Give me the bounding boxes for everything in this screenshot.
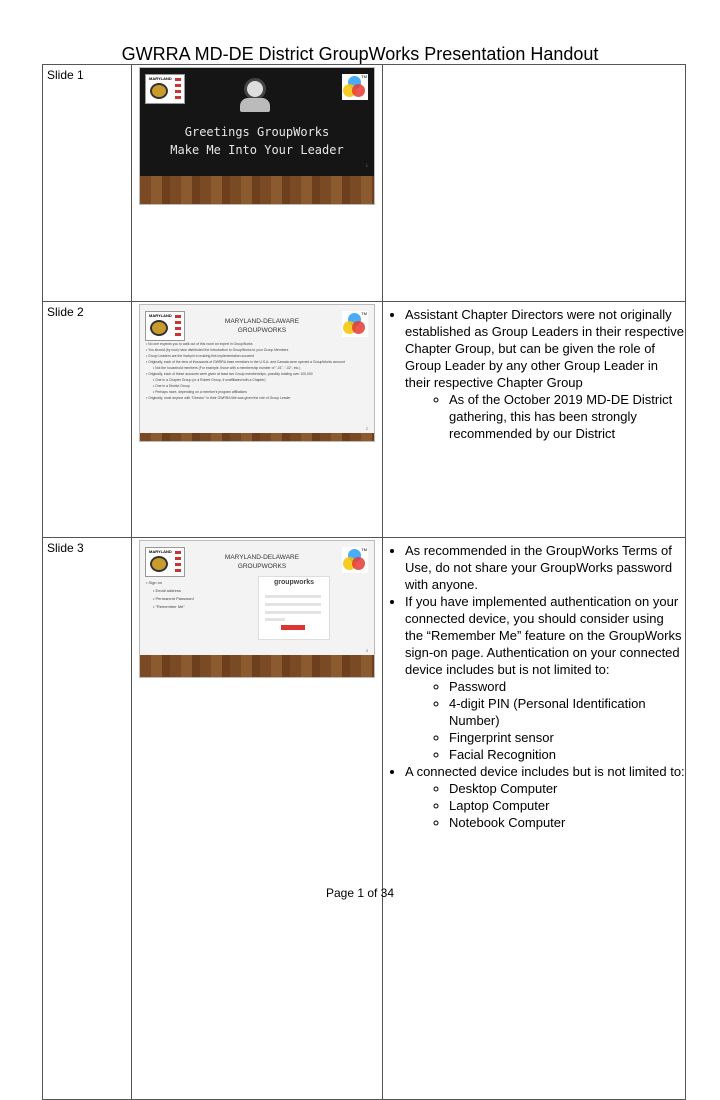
list-item: • Originally, each of these accounts were given at least two Group memberships, possibly totaling over 100,000 <box>146 372 313 376</box>
list-item: • Originally, each of the tens of thousands of GWRRA base members in the U.S.A. and Canada were opened a GroupWorks account <box>146 360 345 364</box>
astronaut-body-icon <box>240 98 270 112</box>
groupworks-circles-logo: TM <box>342 547 368 573</box>
slides-table <box>42 64 686 1100</box>
list-item: • As recommended in the GroupWorks Terms of Use, do not share your GroupWorks password with anyone. <box>405 542 685 593</box>
page-number: Page 1 of 34 <box>325 886 395 900</box>
wood-floor <box>140 655 374 677</box>
page-title: GWRRA MD-DE District GroupWorks Presentation Handout <box>121 44 599 64</box>
list-item: • One in a Chapter Group (or a Robert Group, if unaffiliated with a Chapter) <box>153 378 266 382</box>
slide-2-thumbnail: MARYLAND TM MARYLAND-DELAWARE GROUPWORKS • No one expects you to walk out of this room an expert in GroupWorks • You should (by now) have distributed the Introduction to GroupWorks to your Group Members • Group Leaders are the linchpin to making this implementation succeed • Originally, each of the tens of thousands of GWRRA base members in the U.S.A. and Canada were opened a GroupWorks account • Not the household members (For example, those with a membership number of "-01", "-02", etc.) • Originally, each of these accounts were given at least two Group memberships, possibly totaling over 100,000 • One in a Chapter Group (or a Robert Group, if unaffiliated with a Chapter) • One in a District Group • Perhaps more, depending on a member's program affiliations • Originally, most anyone with "Director" in their GWRRA title was given the role of Group Leader 2 <box>139 304 375 442</box>
slide-notes-cell <box>383 302 686 538</box>
slide-3-bullets <box>146 579 194 611</box>
table-row <box>43 538 686 1100</box>
list-item: ◦ As of the October 2019 MD-DE District gathering, this has been strongly recommended by our District <box>449 391 685 442</box>
wood-floor <box>140 176 374 204</box>
list-item: • Sign on <box>146 580 163 585</box>
list-item: ◦ Password <box>449 678 685 695</box>
astronaut-icon <box>244 78 266 100</box>
list-item: • Email address <box>153 588 181 593</box>
list-item: • If you have implemented authentication on your connected device, you should consider using the “Remember Me” feature on the GroupWorks sign-on page. Authentication on your connected device includes but is not limited to: ◦ Password ◦ 4-digit PIN (Personal Identification Number) ◦ Fingerprint sensor ◦ Facial Recognition <box>405 593 685 763</box>
notes-list <box>383 306 685 442</box>
slide-label: Slide 2 <box>43 302 132 538</box>
list-item: • You should (by now) have distributed the Introduction to GroupWorks to your Group Members <box>146 348 289 352</box>
list-item: • A connected device includes but is not limited to: ◦ Desktop Computer ◦ Laptop Computer ◦ Notebook Computer <box>405 763 685 831</box>
table-row <box>43 302 686 538</box>
signon-button-image <box>281 625 305 630</box>
groupworks-signon-screenshot: groupworks <box>258 576 330 640</box>
list-item: • One in a District Group <box>153 384 190 388</box>
list-item: • No one expects you to walk out of this room an expert in GroupWorks <box>146 342 253 346</box>
list-item: ◦ Laptop Computer <box>449 797 685 814</box>
list-item: • Assistant Chapter Directors were not originally established as Group Leaders in their respective Chapter Group, but can be given the role of Group Leader by any other Group Leader in their respective Chapter Group ◦ As of the October 2019 MD-DE District gathering, this has been strongly recommended by our District <box>405 306 685 442</box>
slide-thumbnail-cell <box>132 302 383 538</box>
list-item: ◦ Desktop Computer <box>449 780 685 797</box>
slide-3-title: MARYLAND-DELAWARE GROUPWORKS <box>224 554 300 570</box>
list-item: • Group Leaders are the linchpin to making this implementation succeed <box>146 354 255 358</box>
maryland-district-logo: MARYLAND <box>145 311 185 341</box>
slide-1-thumbnail: MARYLAND TM Greetings GroupWorks Make Me Into Your Leader 1 <box>139 67 375 205</box>
list-item: ◦ Fingerprint sensor <box>449 729 685 746</box>
list-item: • Perhaps more, depending on a member's program affiliations <box>153 390 247 394</box>
slide-3-thumbnail: MARYLAND TM MARYLAND-DELAWARE GROUPWORKS • Sign on • Email address • Permanent Password • "Remember Me" groupworks 3 <box>139 540 375 678</box>
slide-notes-cell <box>383 65 686 302</box>
table-row <box>43 65 686 302</box>
maryland-district-logo: MARYLAND <box>145 74 185 104</box>
list-item: ◦ 4-digit PIN (Personal Identification Number) <box>449 695 685 729</box>
maryland-district-logo: MARYLAND <box>145 547 185 577</box>
groupworks-circles-logo: TM <box>342 74 368 100</box>
list-item: • "Remember Me" <box>153 604 185 609</box>
slide-thumbnail-cell <box>132 538 383 1100</box>
slide-thumbnail-cell <box>132 65 383 302</box>
list-item: • Not the household members (For example, those with a membership number of "-01", "-02", etc.) <box>153 366 301 370</box>
slide-notes-cell <box>383 538 686 1100</box>
groupworks-circles-logo: TM <box>342 311 368 337</box>
slide-1-heading: Greetings GroupWorks Make Me Into Your Leader <box>170 125 344 157</box>
slide-2-bullets <box>146 341 368 401</box>
list-item: ◦ Facial Recognition <box>449 746 685 763</box>
slide-label: Slide 3 <box>43 538 132 1100</box>
notes-list <box>383 542 685 831</box>
list-item: • Originally, most anyone with "Director" in their GWRRA title was given the role of Group Leader <box>146 396 291 400</box>
slide-label: Slide 1 <box>43 65 132 302</box>
list-item: ◦ Notebook Computer <box>449 814 685 831</box>
wood-floor <box>140 433 374 441</box>
list-item: • Permanent Password <box>153 596 194 601</box>
slide-2-title: MARYLAND-DELAWARE GROUPWORKS <box>224 318 300 334</box>
